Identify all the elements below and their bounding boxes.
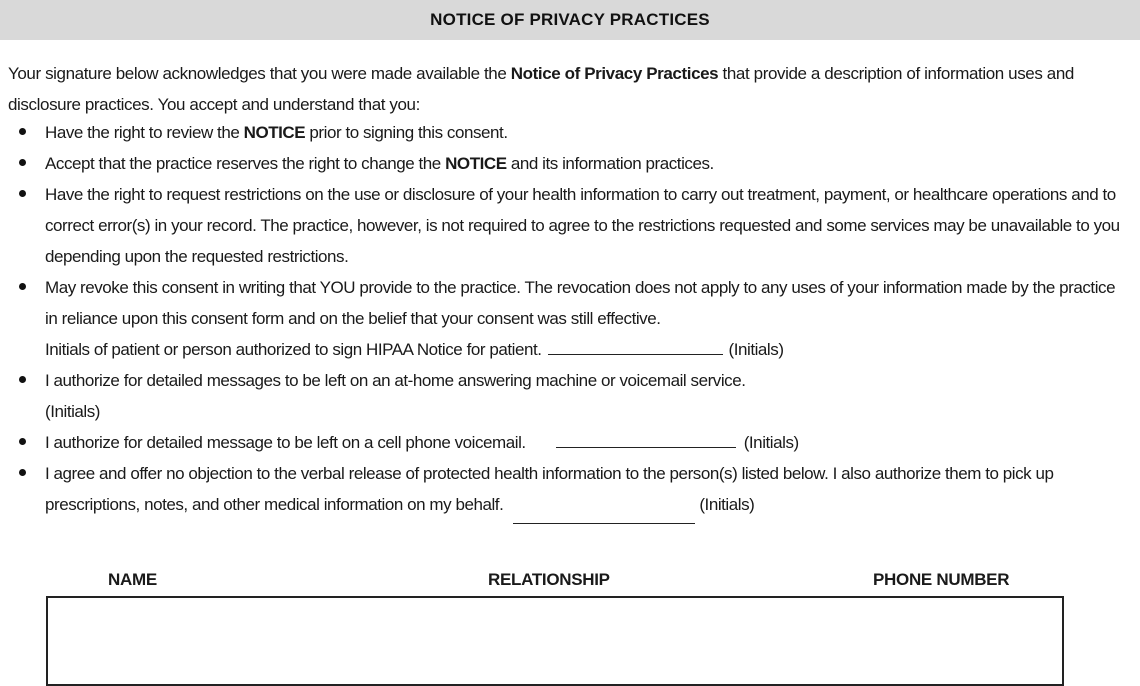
initials-line-hipaa[interactable]: [548, 337, 723, 355]
bullet-text: I agree and offer no objection to the verbal release of protected health information to the person(s) listed below. I also authorize them to pick up prescriptions, notes, and other medical information on my behalf.: [45, 464, 1054, 514]
list-item: [0, 427, 1140, 458]
list-item: [0, 365, 1140, 427]
bullet-bold: NOTICE: [243, 123, 306, 142]
initials-line-release[interactable]: [513, 506, 695, 524]
header-bar: [0, 0, 1140, 40]
intro-paragraph: [8, 58, 1128, 120]
intro-text-2: that provide a description of information uses and disclosure practices. You accept and understand that you:: [8, 64, 1074, 114]
initials-label: (Initials): [45, 402, 101, 421]
bullet-icon: [19, 159, 26, 166]
bullet-text: and its information practices.: [506, 154, 714, 173]
acknowledgement-list: [0, 117, 1140, 520]
bullet-text: Accept that the practice reserves the right to change the: [45, 154, 446, 173]
page-title: NOTICE OF PRIVACY PRACTICES: [430, 10, 710, 29]
contacts-table-header: [0, 570, 1140, 598]
initials-label: (Initials): [743, 433, 799, 452]
bullet-text: prior to signing this consent.: [305, 123, 508, 142]
list-item: [0, 148, 1140, 179]
bullet-bold: NOTICE: [445, 154, 507, 173]
column-header-phone: PHONE NUMBER: [873, 570, 1010, 589]
intro-text-1: Your signature below acknowledges that you were made available the: [8, 64, 511, 83]
initials-line-cell[interactable]: [556, 430, 736, 448]
column-header-name: NAME: [108, 570, 157, 589]
contacts-table[interactable]: [46, 596, 1064, 686]
initials-label: (Initials): [699, 495, 755, 514]
bullet-icon: [19, 469, 26, 476]
bullet-text: May revoke this consent in writing that YOU provide to the practice. The revocation does not apply to any uses of your information made by the practice in reliance upon this consent form and on the belief that your consent was still effective.: [45, 278, 1116, 328]
bullet-icon: [19, 190, 26, 197]
bullet-text: I authorize for detailed message to be left on a cell phone voicemail.: [45, 433, 526, 452]
list-item: [0, 272, 1140, 365]
list-item: [0, 458, 1140, 520]
bullet-icon: [19, 128, 26, 135]
column-header-relationship: RELATIONSHIP: [488, 570, 610, 589]
bullet-icon: [19, 376, 26, 383]
bullet-text: Have the right to request restrictions on the use or disclosure of your health information to carry out treatment, payment, or healthcare operations and to correct error(s) in your record. The practice, however, is not required to agree to the restrictions requested and some services may be unavailable to you depending upon the requested restrictions.: [45, 185, 1120, 266]
bullet-icon: [19, 438, 26, 445]
list-item: [0, 179, 1140, 272]
bullet-text: I authorize for detailed messages to be left on an at-home answering machine or voicemail service.: [45, 371, 746, 390]
initials-prompt: Initials of patient or person authorized to sign HIPAA Notice for patient.: [45, 340, 542, 359]
bullet-text: Have the right to review the: [45, 123, 244, 142]
list-item: [0, 117, 1140, 148]
bullet-icon: [19, 283, 26, 290]
intro-bold-notice: Notice of Privacy Practices: [510, 64, 719, 83]
initials-label: (Initials): [728, 340, 784, 359]
